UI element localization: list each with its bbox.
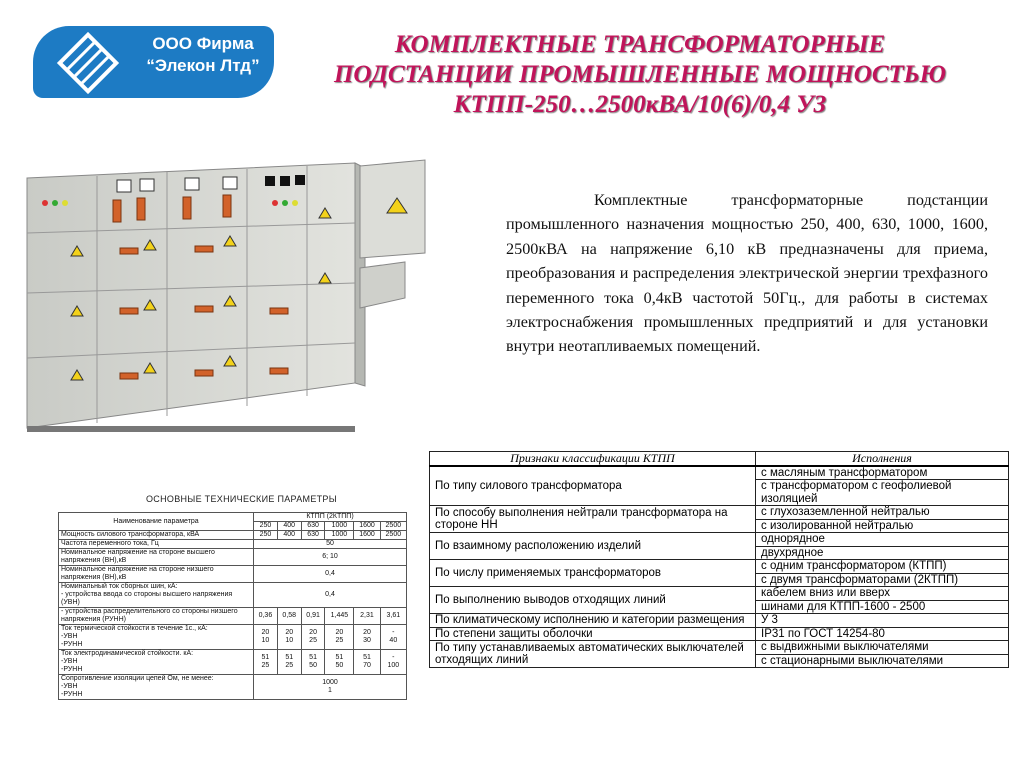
- classification-table: [429, 451, 1009, 668]
- classification-option: У 3: [756, 614, 1009, 628]
- params-power-head: 2500: [380, 522, 406, 531]
- table-row: [430, 533, 1009, 547]
- param-value-a: -: [392, 654, 395, 661]
- table-row: [59, 549, 407, 566]
- param-value: 400: [277, 531, 301, 540]
- param-label: [59, 650, 254, 675]
- param-value-a: 20: [363, 629, 371, 636]
- classification-sign: По способу выполнения нейтрали трансформатора на стороне НН: [430, 506, 756, 533]
- table-row: [430, 627, 1009, 641]
- param-value: [354, 625, 380, 650]
- param-value-b: 25: [309, 637, 317, 644]
- param-value-a: 20: [309, 629, 317, 636]
- param-value-a: 51: [363, 654, 371, 661]
- params-power-head: 400: [277, 522, 301, 531]
- table-row: [59, 566, 407, 583]
- classification-option: с глухозаземленной нейтралью: [756, 506, 1009, 520]
- param-value: [325, 625, 354, 650]
- param-value-b: 50: [309, 662, 317, 669]
- param-label: Номинальное напряжение на стороне низшего напряжения (ВН),кВ: [59, 566, 254, 583]
- classification-sign: По климатическому исполнению и категории размещения: [430, 614, 756, 628]
- table-row: [59, 650, 407, 675]
- table-row: [59, 540, 407, 549]
- logo-diamond-icon: [43, 32, 133, 94]
- logo-line-1: ООО Фирма: [152, 34, 254, 53]
- param-value: [325, 650, 354, 675]
- params-title: ОСНОВНЫЕ ТЕХНИЧЕСКИЕ ПАРАМЕТРЫ: [146, 494, 338, 504]
- param-value: [301, 625, 325, 650]
- params-power-head: 1000: [325, 522, 354, 531]
- classification-option: с выдвижными выключателями: [756, 641, 1009, 655]
- param-value-b: 70: [363, 662, 371, 669]
- param-label: [59, 675, 254, 700]
- param-value: [380, 650, 406, 675]
- param-label-line: Ток электродинамической стойкости. кА:: [61, 650, 194, 657]
- param-value: [277, 625, 301, 650]
- params-col-name: Наименование параметра: [59, 513, 254, 531]
- param-label: Номинальное напряжение на стороне высшего напряжения (ВН),кВ: [59, 549, 254, 566]
- title-line-2: ПОДСТАНЦИИ ПРОМЫШЛЕННЫЕ МОЩНОСТЬЮ: [333, 61, 947, 88]
- title-line-1: КОМПЛЕКТНЫЕ ТРАНСФОРМАТОРНЫЕ: [394, 31, 886, 58]
- param-value: 50: [254, 540, 407, 549]
- param-label: [59, 625, 254, 650]
- param-label: Частота переменного тока, Гц: [59, 540, 254, 549]
- classification-sign: По типу силового трансформатора: [430, 466, 756, 506]
- param-value: 0,91: [301, 608, 325, 625]
- classification-sign: По числу применяемых трансформаторов: [430, 560, 756, 587]
- description-text: Комплектные трансформаторные подстанции промышленного назначения мощностью 250, 400, 630, 1000, 1600, 2500кВА на напряжение 6,10 кВ предназначены для приема, преобразования и распределения электрической энергии трехфазного переменного тока 0,4кВ частотой 50Гц., для работы в системах электроснабжения промышленных предприятий и для установки внутри неотапливаемых помещений.: [506, 191, 988, 356]
- param-value-b: 30: [363, 637, 371, 644]
- param-value-a: 20: [335, 629, 344, 636]
- logo-line-2: “Элекон Лтд”: [146, 56, 260, 75]
- table-row: [59, 531, 407, 540]
- table-row: [59, 625, 407, 650]
- param-value: 1000: [325, 531, 354, 540]
- param-value: [254, 625, 278, 650]
- param-value-b: 50: [335, 662, 344, 669]
- table-row: [430, 506, 1009, 520]
- param-value-b: 10: [285, 637, 294, 644]
- classification-option: шинами для КТПП-1600 - 2500: [756, 600, 1009, 614]
- classification-sign: По типу устанавливаемых автоматических выключателей отходящих линий: [430, 641, 756, 668]
- param-label-line: -УВН: [61, 658, 78, 665]
- classification-col-options: Исполнения: [756, 452, 1009, 466]
- param-value-a: 1000: [322, 679, 338, 686]
- param-label-line: Ток термической стойкости в течение 1с., кА:: [61, 625, 208, 632]
- table-row: [430, 614, 1009, 628]
- param-value: [301, 650, 325, 675]
- param-value: 3,61: [380, 608, 406, 625]
- classification-option: с изолированной нейтралью: [756, 519, 1009, 533]
- param-label-line: - устройства ввода со стороны высшего напряжения (УВН): [61, 591, 233, 606]
- table-header-row: [430, 452, 1009, 466]
- param-value-b: 10: [261, 637, 270, 644]
- table-row: [59, 608, 407, 625]
- table-row: [59, 583, 407, 608]
- param-value: 0,4: [254, 566, 407, 583]
- classification-option: с одним трансформатором (КТПП): [756, 560, 1009, 574]
- param-label-line: -РУНН: [61, 691, 83, 698]
- table-row: [430, 587, 1009, 601]
- param-label-line: -УВН: [61, 633, 78, 640]
- param-label-line: -РУНН: [61, 641, 83, 648]
- table-row: [59, 513, 407, 522]
- params-power-head: 630: [301, 522, 325, 531]
- param-value: [277, 650, 301, 675]
- classification-option: IP31 по ГОСТ 14254-80: [756, 627, 1009, 641]
- classification-option: с трансформатором с геофолиевой изоляцией: [756, 480, 1009, 506]
- classification-option: с двумя трансформаторами (2КТПП): [756, 573, 1009, 587]
- param-value: [354, 650, 380, 675]
- table-row: [430, 560, 1009, 574]
- param-value: 630: [301, 531, 325, 540]
- param-value: 6; 10: [254, 549, 407, 566]
- param-label-line: -УВН: [61, 683, 78, 690]
- substation-photo: [25, 158, 435, 448]
- param-label: Мощность силового трансформатора, кВА: [59, 531, 254, 540]
- param-value: 2,31: [354, 608, 380, 625]
- classification-option: кабелем вниз или вверх: [756, 587, 1009, 601]
- classification-sign: По взаимному расположению изделий: [430, 533, 756, 560]
- param-value: [254, 675, 407, 700]
- param-value: 1,445: [325, 608, 354, 625]
- param-value-a: 20: [285, 629, 294, 636]
- classification-option: однорядное: [756, 533, 1009, 547]
- param-label-line: Номинальный ток сборных шин, кА:: [61, 583, 178, 590]
- param-value-a: 51: [309, 654, 317, 661]
- param-label: - устройства распределительного со стороны низшего напряжения (РУНН): [59, 608, 254, 625]
- param-value-b: 100: [387, 662, 400, 669]
- param-value-b: 40: [389, 637, 398, 644]
- param-value-a: 51: [335, 654, 344, 661]
- table-row: [59, 675, 407, 700]
- param-value-a: 20: [261, 629, 270, 636]
- param-label-line: Сопротивление изоляции цепей Ом, не менее:: [61, 675, 214, 682]
- param-value: 250: [254, 531, 278, 540]
- param-value: 2500: [380, 531, 406, 540]
- param-value: 0,58: [277, 608, 301, 625]
- param-value: 1600: [354, 531, 380, 540]
- param-label-line: -РУНН: [61, 666, 83, 673]
- params-power-head: 250: [254, 522, 278, 531]
- param-value-b: 25: [335, 637, 344, 644]
- param-value-b: 25: [261, 662, 270, 669]
- classification-option: с стационарными выключателями: [756, 654, 1009, 668]
- page-title: [290, 30, 990, 120]
- param-label: [59, 583, 254, 608]
- param-value-b: 25: [285, 662, 294, 669]
- param-value-a: 51: [261, 654, 270, 661]
- param-value-a: -: [392, 629, 395, 636]
- params-power-head: 1600: [354, 522, 380, 531]
- param-value: [254, 650, 278, 675]
- company-logo: [33, 26, 274, 98]
- classification-col-sign: Признаки классификации КТПП: [430, 452, 756, 466]
- param-value-b: 1: [328, 687, 332, 694]
- classification-option: с масляным трансформатором: [756, 466, 1009, 480]
- param-value-a: 51: [285, 654, 294, 661]
- classification-sign: По выполнению выводов отходящих линий: [430, 587, 756, 614]
- table-row: [430, 466, 1009, 480]
- param-value: 0,36: [254, 608, 278, 625]
- table-row: [430, 641, 1009, 655]
- params-table: [58, 512, 407, 700]
- title-line-3: КТПП-250…2500кВА/10(6)/0,4 УЗ: [453, 91, 827, 118]
- classification-sign: По степени защиты оболочки: [430, 627, 756, 641]
- params-col-group: КТПП (2КТПП): [254, 513, 407, 522]
- param-value: [380, 625, 406, 650]
- classification-option: двухрядное: [756, 546, 1009, 560]
- param-value: 0,4: [254, 583, 407, 608]
